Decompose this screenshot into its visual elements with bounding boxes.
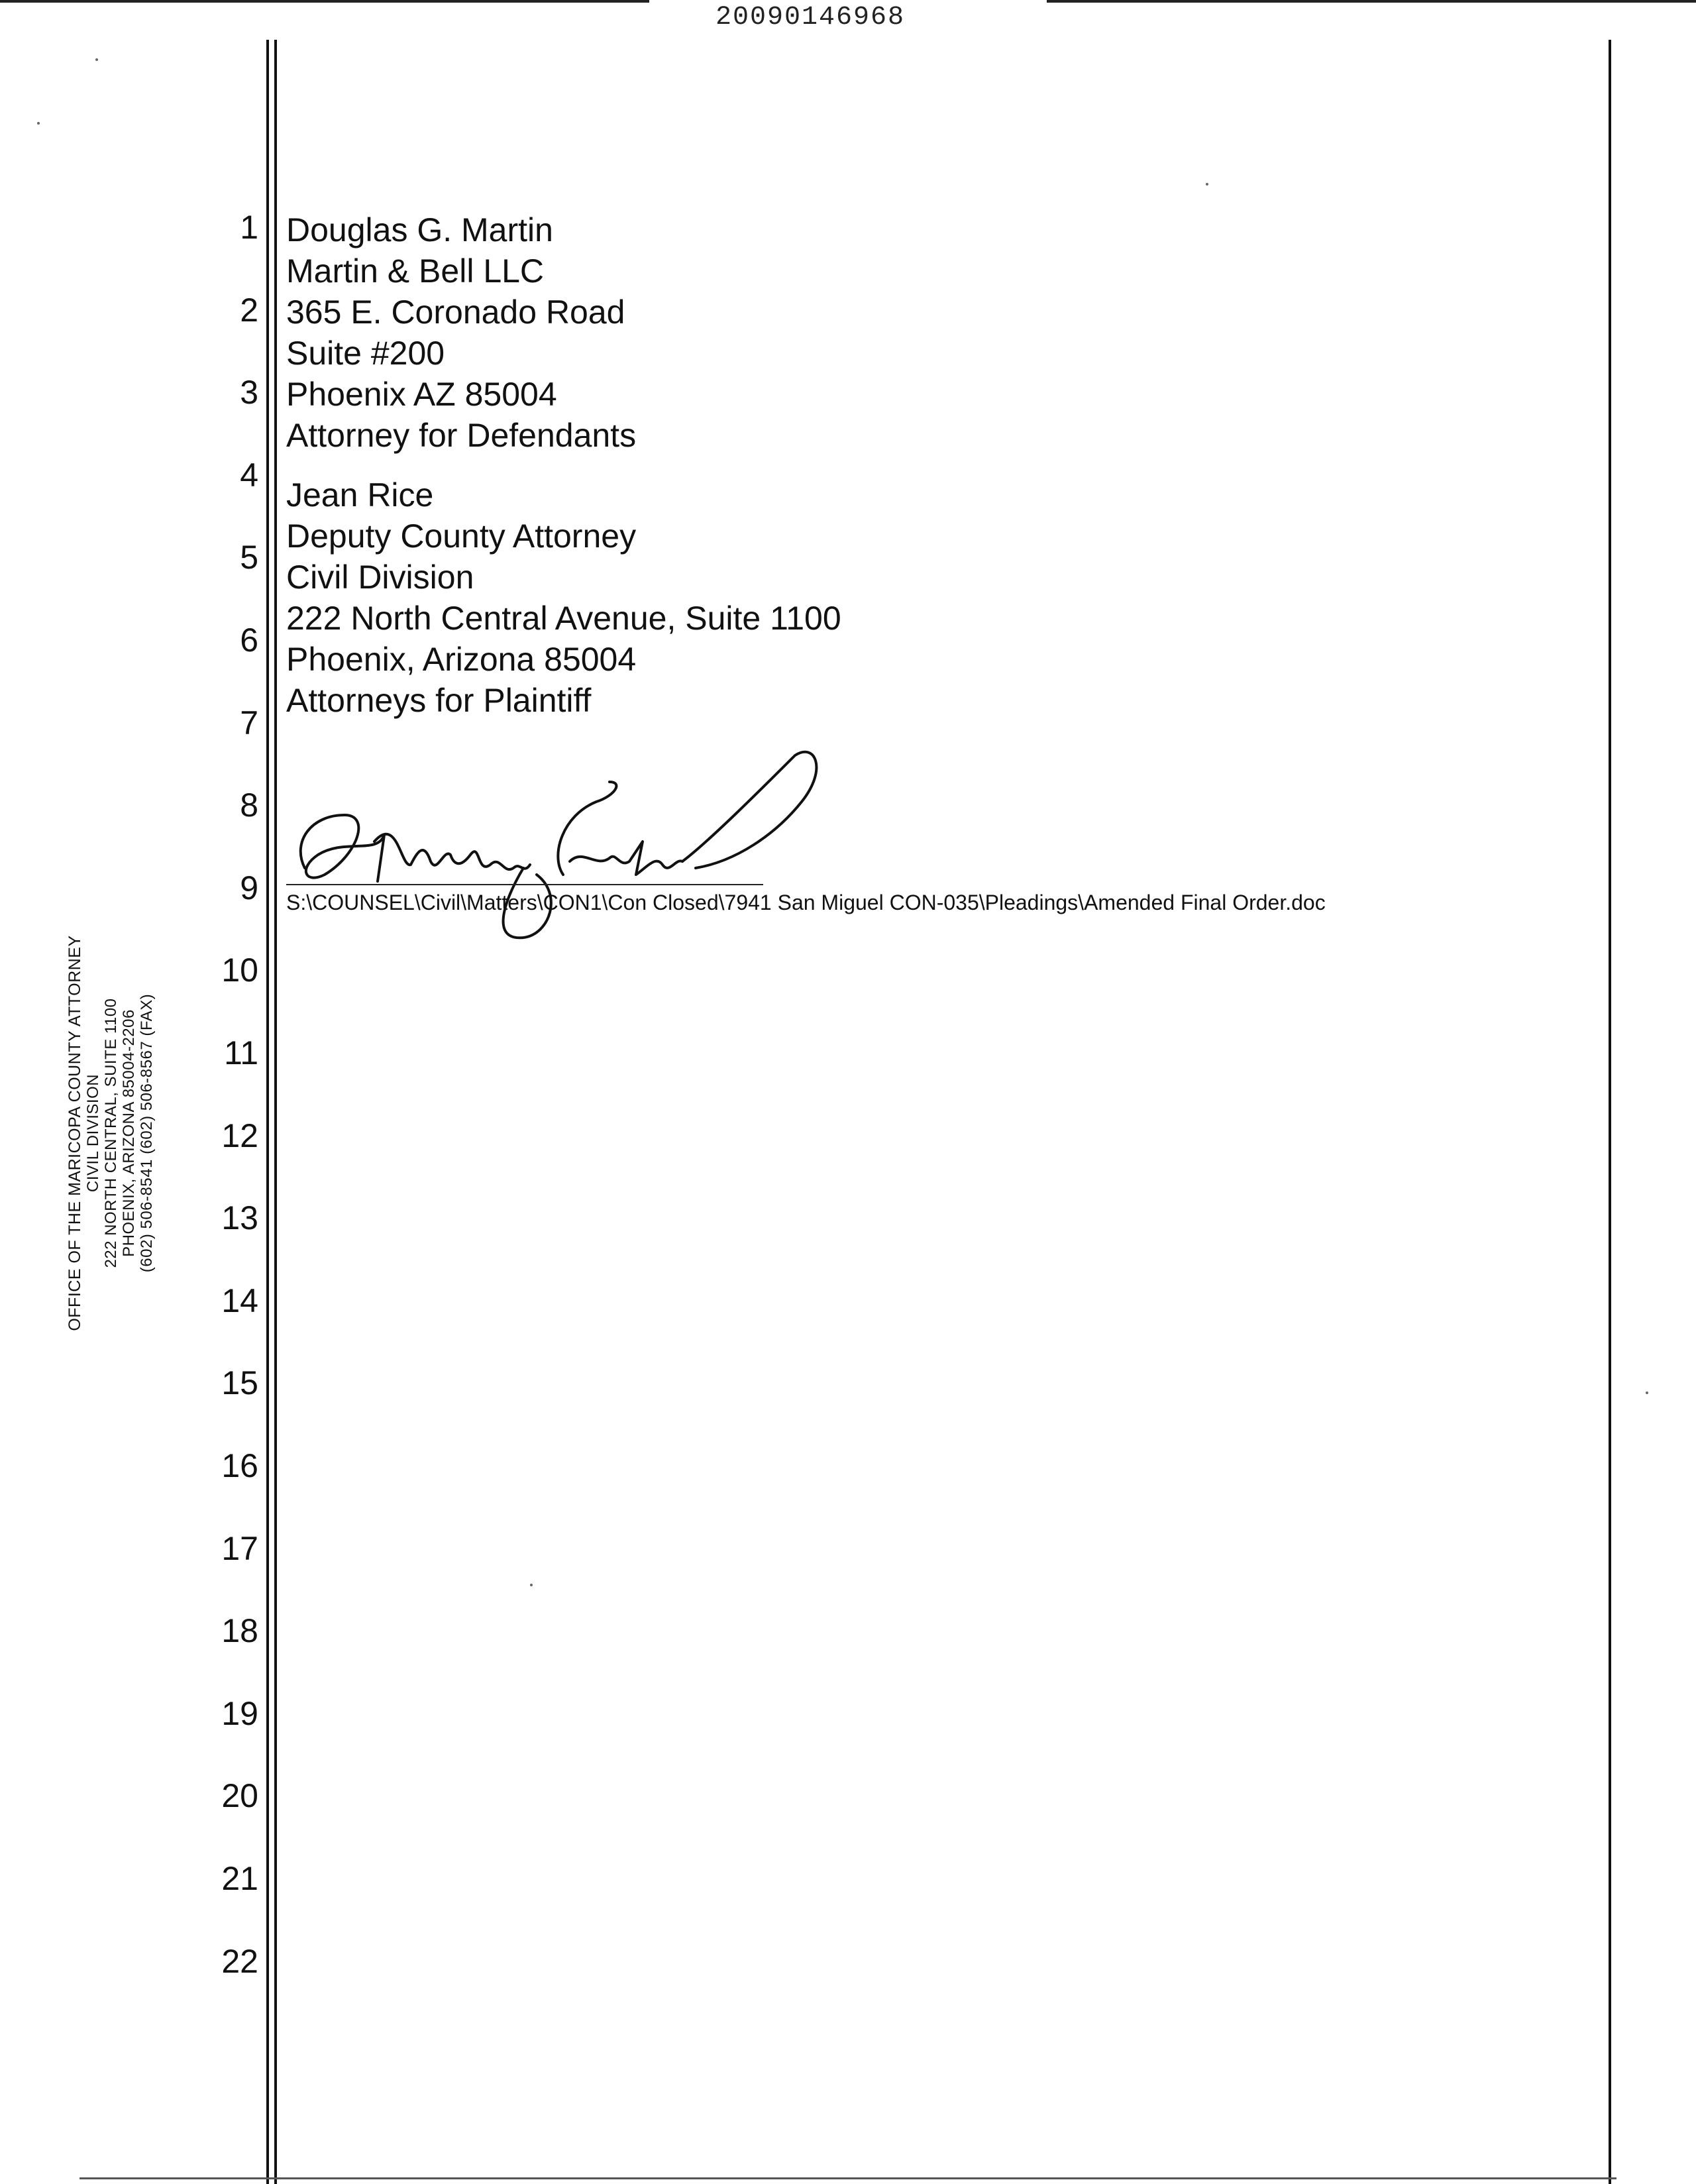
defense-counsel-name: Douglas G. Martin bbox=[286, 211, 553, 248]
line-number: 13 bbox=[221, 1199, 258, 1237]
defense-counsel-firm: Martin & Bell LLC bbox=[286, 252, 545, 290]
file-path: S:\COUNSEL\Civil\Matters\CON1\Con Closed\7941 San Miguel CON-035\Pleadings\Amended Final Order.doc bbox=[286, 891, 1326, 914]
side-label-line: CIVIL DIVISION bbox=[84, 1073, 102, 1193]
line-number: 10 bbox=[221, 952, 258, 989]
line-number: 3 bbox=[240, 374, 258, 411]
line-number: 20 bbox=[221, 1777, 258, 1815]
plaintiff-counsel-division: Civil Division bbox=[286, 559, 474, 596]
line-number: 18 bbox=[221, 1612, 258, 1650]
counsel-block bbox=[286, 209, 841, 721]
line-number: 22 bbox=[221, 1942, 258, 1980]
top-rule bbox=[0, 0, 649, 3]
line-number: 5 bbox=[240, 539, 258, 576]
line-number: 15 bbox=[221, 1364, 258, 1402]
scan-speck bbox=[37, 122, 40, 125]
plaintiff-counsel-title: Deputy County Attorney bbox=[286, 518, 637, 555]
line-number: 16 bbox=[221, 1447, 258, 1484]
defense-counsel-suite: Suite #200 bbox=[286, 335, 445, 372]
scan-speck bbox=[1646, 1392, 1648, 1394]
side-label-line: PHOENIX, ARIZONA 85004-2206 bbox=[120, 1009, 138, 1257]
line-number: 11 bbox=[224, 1034, 258, 1071]
defense-counsel-role: Attorney for Defendants bbox=[286, 417, 637, 454]
scan-speck bbox=[1206, 183, 1208, 186]
path-underline bbox=[286, 884, 763, 885]
scan-speck bbox=[95, 58, 98, 61]
line-number: 19 bbox=[221, 1694, 258, 1732]
line-number: 2 bbox=[240, 291, 258, 329]
plaintiff-counsel-role: Attorneys for Plaintiff bbox=[286, 682, 592, 719]
line-number: 4 bbox=[240, 456, 258, 494]
side-label-line: (602) 506-8541 (602) 506-8567 (FAX) bbox=[138, 993, 156, 1273]
line-number: 21 bbox=[221, 1860, 258, 1897]
handwritten-signature-icon bbox=[285, 742, 894, 954]
plaintiff-counsel-street: 222 North Central Avenue, Suite 1100 bbox=[286, 600, 841, 637]
top-rule bbox=[1047, 0, 1696, 3]
bottom-rule bbox=[80, 2177, 1616, 2179]
margin-rule-right bbox=[1609, 40, 1611, 2184]
line-number: 7 bbox=[240, 704, 258, 741]
side-label-line: OFFICE OF THE MARICOPA COUNTY ATTORNEY bbox=[66, 935, 84, 1331]
scan-speck bbox=[530, 1584, 533, 1586]
defense-counsel-street: 365 E. Coronado Road bbox=[286, 294, 625, 331]
margin-rule-left-1 bbox=[266, 40, 269, 2184]
side-label-line: 222 NORTH CENTRAL, SUITE 1100 bbox=[102, 998, 120, 1268]
defense-counsel-city: Phoenix AZ 85004 bbox=[286, 376, 557, 413]
line-number: 8 bbox=[240, 787, 258, 824]
line-number: 14 bbox=[221, 1282, 258, 1319]
office-side-label bbox=[66, 934, 199, 1332]
line-number: 12 bbox=[221, 1117, 258, 1154]
line-number: 17 bbox=[221, 1529, 258, 1567]
line-number: 6 bbox=[240, 622, 258, 659]
document-number: 20090146968 bbox=[716, 3, 906, 32]
line-number: 9 bbox=[240, 869, 258, 906]
plaintiff-counsel-name: Jean Rice bbox=[286, 476, 434, 514]
plaintiff-counsel-city: Phoenix, Arizona 85004 bbox=[286, 641, 637, 678]
margin-rule-left-2 bbox=[274, 40, 277, 2184]
line-number: 1 bbox=[240, 209, 258, 246]
